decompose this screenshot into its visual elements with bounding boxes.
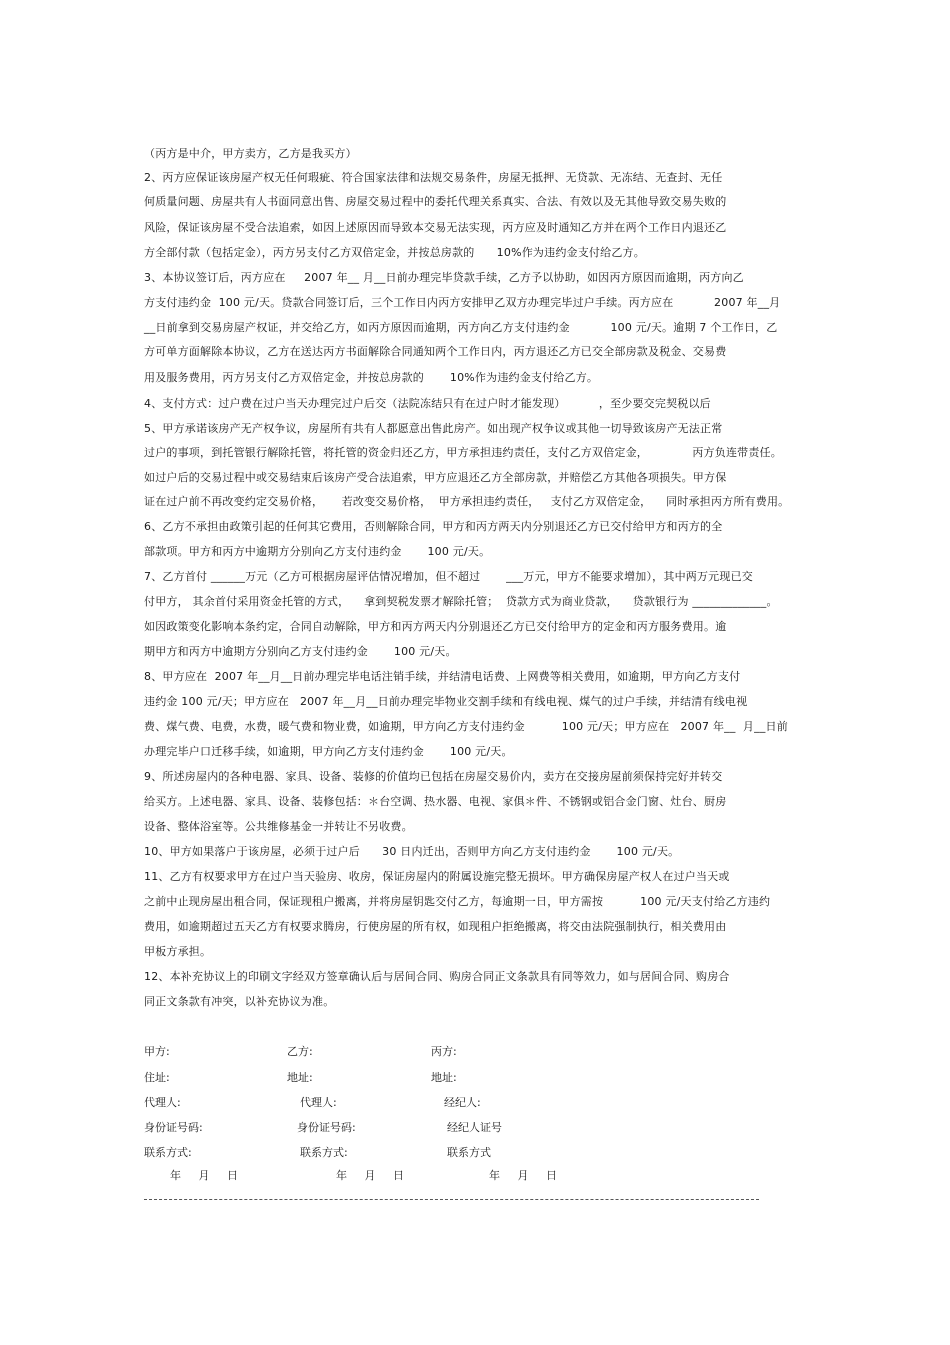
- body-line: 违约金 100 元/天；甲方应在 2007 年__月__日前办理完毕物业交割手续和有线电视、煤气的过户手续，并结清有线电视: [144, 695, 748, 708]
- body-line: 办理完毕户口迁移手续，如逾期，甲方向乙方支付违约金 100 元/天。: [144, 745, 513, 758]
- body-line: 7、乙方首付 ______万元（乙方可根据房屋评估情况增加，但不超过 ___万元，甲方不能要求增加），其中两万元现已交: [144, 570, 753, 583]
- body-line: 之前中止现房屋出租合同，保证现租户搬离，并将房屋钥匙交付乙方，每逾期一日，甲方需按 100 元/天支付给乙方违约: [144, 895, 771, 908]
- body-line: 方可单方面解除本协议，乙方在送达丙方书面解除合同通知两个工作日内，丙方退还乙方已交全部房款及税金、交易费: [144, 345, 727, 358]
- body-line: 6、乙方不承担由政策引起的任何其它费用，否则解除合同，甲方和丙方两天内分别退还乙方已交付给甲方和丙方的全: [144, 520, 723, 533]
- dashed-separator: [144, 1199, 759, 1200]
- signature-col2-row-2: 代理人:: [300, 1096, 337, 1109]
- body-line: 3、本协议签订后，丙方应在 2007 年__ 月__日前办理完毕贷款手续，乙方予以协助，如因丙方原因而逾期，丙方向乙: [144, 271, 744, 284]
- signature-date-1: 年 月 日: [170, 1169, 238, 1182]
- body-line: 甲板方承担。: [144, 945, 212, 958]
- signature-col3-row-3: 经纪人证号: [447, 1121, 502, 1134]
- signature-col3-row-0: 丙方:: [431, 1045, 457, 1058]
- body-line: 付甲方， 其余首付采用资金托管的方式， 拿到契税发票才解除托管； 贷款方式为商业贷款， 贷款银行为 _____________。: [144, 595, 778, 608]
- body-line: 用及服务费用，丙方另支付乙方双倍定金，并按总房款的 10%作为违约金支付给乙方。: [144, 371, 599, 384]
- body-line: 期甲方和丙方中逾期方分别向乙方支付违约金 100 元/天。: [144, 645, 457, 658]
- body-line: 4、支付方式：过户费在过户当天办理完过户后交（法院冻结只有在过户时才能发现） ，至少要交完契税以后: [144, 397, 711, 410]
- body-line: 费、煤气费、电费，水费，暖气费和物业费，如逾期，甲方向乙方支付违约金 100 元/天；甲方应在 2007 年__ 月__日前: [144, 720, 788, 733]
- body-line: 部款项。甲方和丙方中逾期方分别向乙方支付违约金 100 元/天。: [144, 545, 491, 558]
- body-line: __日前拿到交易房屋产权证，并交给乙方，如丙方原因而逾期，丙方向乙方支付违约金 100 元/天。逾期 7 个工作日，乙: [144, 321, 778, 334]
- signature-col1-row-3: 身份证号码:: [144, 1121, 203, 1134]
- body-line: 证在过户前不再改变约定交易价格， 若改变交易价格， 甲方承担违约责任， 支付乙方双倍定金， 同时承担丙方所有费用。: [144, 495, 790, 508]
- signature-col3-row-1: 地址:: [431, 1071, 457, 1084]
- signature-col1-row-1: 住址:: [144, 1071, 170, 1084]
- signature-col3-row-2: 经纪人:: [444, 1096, 481, 1109]
- body-line: 方支付违约金 100 元/天。贷款合同签订后，三个工作日内丙方安排甲乙双方办理完毕过户手续。丙方应在 2007 年__月: [144, 296, 781, 309]
- body-line: 同正文条款有冲突，以补充协议为准。: [144, 995, 335, 1008]
- body-line: 设备、整体浴室等。公共维修基金一并转让不另收费。: [144, 820, 413, 833]
- signature-col2-row-4: 联系方式:: [300, 1146, 348, 1159]
- body-line: 2、丙方应保证该房屋产权无任何瑕疵、符合国家法律和法规交易条件，房屋无抵押、无贷款、无冻结、无查封、无任: [144, 171, 723, 184]
- signature-col3-row-4: 联系方式: [447, 1146, 491, 1159]
- body-line: 方全部付款（包括定金），丙方另支付乙方双倍定金，并按总房款的 10%作为违约金支付给乙方。: [144, 246, 645, 259]
- body-line: 费用，如逾期超过五天乙方有权要求腾房，行使房屋的所有权，如现租户拒绝搬离，将交由法院强制执行，相关费用由: [144, 920, 727, 933]
- signature-date-3: 年 月 日: [489, 1169, 557, 1182]
- body-line: 10、甲方如果落户于该房屋，必须于过户后 30 日内迁出，否则甲方向乙方支付违约金 100 元/天。: [144, 845, 680, 858]
- signature-col2-row-1: 地址:: [287, 1071, 313, 1084]
- body-line: 5、甲方承诺该房产无产权争议，房屋所有共有人都愿意出售此房产。如出现产权争议或其他一切导致该房产无法正常: [144, 422, 723, 435]
- body-line: 如因政策变化影响本条约定，合同自动解除，甲方和丙方两天内分别退还乙方已交付给甲方的定金和丙方服务费用。逾: [144, 620, 727, 633]
- body-line: 过户的事项，到托管银行解除托管，将托管的资金归还乙方，甲方承担违约责任，支付乙方双倍定金， 丙方负连带责任。: [144, 446, 782, 459]
- body-line: 何质量问题、房屋共有人书面同意出售、房屋交易过程中的委托代理关系真实、合法、有效以及无其他导致交易失败的: [144, 195, 727, 208]
- signature-col1-row-4: 联系方式:: [144, 1146, 192, 1159]
- signature-col2-row-3: 身份证号码:: [297, 1121, 356, 1134]
- body-line: 8、甲方应在 2007 年__月__日前办理完毕电话注销手续，并结清电话费、上网费等相关费用，如逾期，甲方向乙方支付: [144, 670, 741, 683]
- signature-col2-row-0: 乙方:: [287, 1045, 313, 1058]
- body-line: 给买方。上述电器、家具、设备、装修包括：＊台空调、热水器、电视、家俱＊件、不锈钢或铝合金门窗、灶台、厨房: [144, 795, 727, 808]
- body-line: 9、所述房屋内的各种电器、家具、设备、装修的价值均已包括在房屋交易价内，卖方在交接房屋前须保持完好并转交: [144, 770, 723, 783]
- signature-col1-row-0: 甲方:: [144, 1045, 170, 1058]
- signature-col1-row-2: 代理人:: [144, 1096, 181, 1109]
- body-line: 12、本补充协议上的印刷文字经双方签章确认后与居间合同、购房合同正文条款具有同等效力，如与居间合同、购房合: [144, 970, 730, 983]
- body-line: （丙方是中介，甲方卖方，乙方是我买方）: [144, 147, 357, 160]
- body-line: 11、乙方有权要求甲方在过户当天验房、收房，保证房屋内的附属设施完整无损坏。甲方确保房屋产权人在过户当天或: [144, 870, 730, 883]
- body-line: 如过户后的交易过程中或交易结束后该房产受合法追索，甲方应退还乙方全部房款，并赔偿乙方其他各项损失。甲方保: [144, 471, 727, 484]
- body-line: 风险，保证该房屋不受合法追索，如因上述原因而导致本交易无法实现，丙方应及时通知乙方并在两个工作日内退还乙: [144, 221, 727, 234]
- signature-date-2: 年 月 日: [336, 1169, 404, 1182]
